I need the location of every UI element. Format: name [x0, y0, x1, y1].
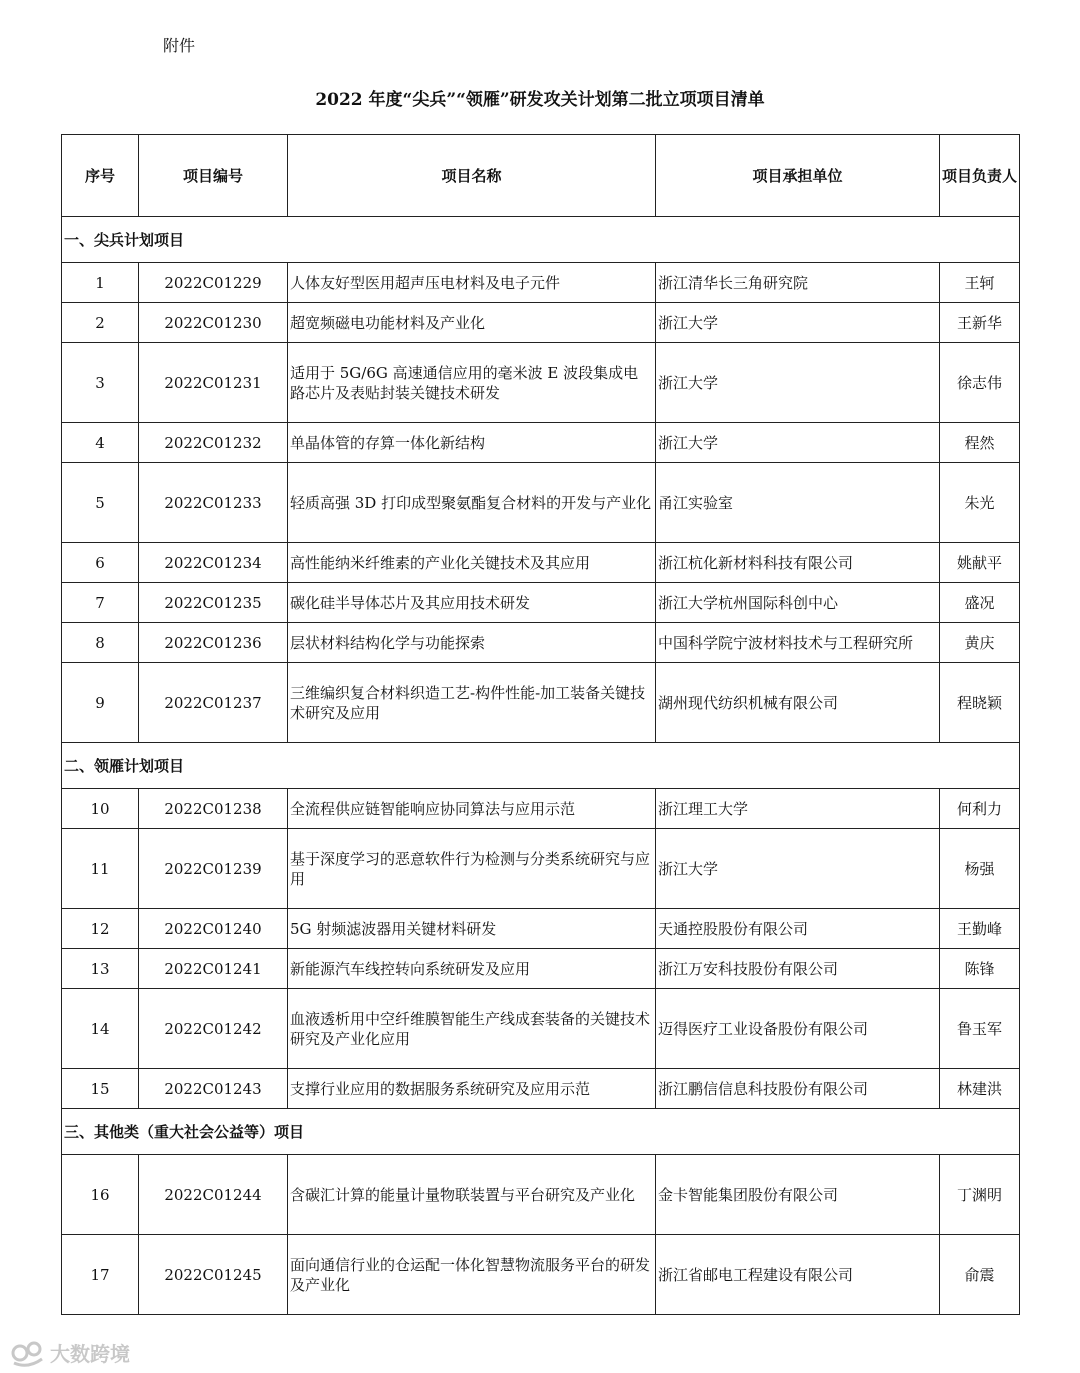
cell-code: 2022C01241: [139, 949, 288, 989]
section-title: 三、其他类（重大社会公益等）项目: [62, 1109, 1020, 1155]
watermark-text: 大数跨境: [50, 1342, 130, 1366]
watermark-logo-icon: [10, 1339, 46, 1367]
cell-code: 2022C01236: [139, 623, 288, 663]
table-row: [62, 909, 1020, 949]
section-row: [62, 743, 1020, 789]
watermark: [10, 1338, 130, 1367]
cell-person: 黄庆: [940, 623, 1020, 663]
section-title: 一、尖兵计划项目: [62, 217, 1020, 263]
table-row: [62, 583, 1020, 623]
cell-no: 14: [62, 989, 139, 1069]
table-row: [62, 1069, 1020, 1109]
cell-person: 俞震: [940, 1235, 1020, 1315]
cell-code: 2022C01243: [139, 1069, 288, 1109]
cell-person: 丁渊明: [940, 1155, 1020, 1235]
cell-person: 程晓颖: [940, 663, 1020, 743]
cell-no: 16: [62, 1155, 139, 1235]
cell-code: 2022C01231: [139, 343, 288, 423]
cell-person: 杨强: [940, 829, 1020, 909]
cell-no: 1: [62, 263, 139, 303]
cell-no: 2: [62, 303, 139, 343]
cell-no: 8: [62, 623, 139, 663]
table-row: [62, 829, 1020, 909]
cell-unit: 金卡智能集团股份有限公司: [656, 1155, 940, 1235]
cell-name: 单晶体管的存算一体化新结构: [288, 423, 656, 463]
project-list-table: [61, 134, 1020, 1315]
table-row: [62, 623, 1020, 663]
cell-no: 11: [62, 829, 139, 909]
cell-person: 徐志伟: [940, 343, 1020, 423]
cell-person: 朱光: [940, 463, 1020, 543]
section-title: 二、领雁计划项目: [62, 743, 1020, 789]
header-no: 序号: [62, 135, 139, 217]
cell-unit: 浙江大学: [656, 343, 940, 423]
cell-name: 人体友好型医用超声压电材料及电子元件: [288, 263, 656, 303]
cell-code: 2022C01232: [139, 423, 288, 463]
cell-person: 程然: [940, 423, 1020, 463]
cell-no: 5: [62, 463, 139, 543]
cell-person: 姚献平: [940, 543, 1020, 583]
cell-person: 王勤峰: [940, 909, 1020, 949]
cell-no: 9: [62, 663, 139, 743]
cell-name: 高性能纳米纤维素的产业化关键技术及其应用: [288, 543, 656, 583]
cell-no: 4: [62, 423, 139, 463]
cell-code: 2022C01237: [139, 663, 288, 743]
cell-no: 10: [62, 789, 139, 829]
cell-unit: 迈得医疗工业设备股份有限公司: [656, 989, 940, 1069]
cell-code: 2022C01238: [139, 789, 288, 829]
cell-person: 林建洪: [940, 1069, 1020, 1109]
cell-no: 3: [62, 343, 139, 423]
cell-person: 鲁玉军: [940, 989, 1020, 1069]
cell-unit: 中国科学院宁波材料技术与工程研究所: [656, 623, 940, 663]
cell-person: 陈锋: [940, 949, 1020, 989]
cell-name: 新能源汽车线控转向系统研发及应用: [288, 949, 656, 989]
cell-code: 2022C01233: [139, 463, 288, 543]
cell-unit: 浙江省邮电工程建设有限公司: [656, 1235, 940, 1315]
cell-unit: 浙江理工大学: [656, 789, 940, 829]
cell-no: 12: [62, 909, 139, 949]
cell-name: 含碳汇计算的能量计量物联装置与平台研究及产业化: [288, 1155, 656, 1235]
cell-unit: 天通控股股份有限公司: [656, 909, 940, 949]
cell-no: 15: [62, 1069, 139, 1109]
header-unit: 项目承担单位: [656, 135, 940, 217]
cell-code: 2022C01244: [139, 1155, 288, 1235]
cell-person: 王新华: [940, 303, 1020, 343]
cell-code: 2022C01245: [139, 1235, 288, 1315]
table-row: [62, 949, 1020, 989]
table-row: [62, 1235, 1020, 1315]
cell-name: 超宽频磁电功能材料及产业化: [288, 303, 656, 343]
table-row: [62, 303, 1020, 343]
table-row: [62, 543, 1020, 583]
cell-unit: 浙江大学: [656, 303, 940, 343]
cell-unit: 浙江大学: [656, 423, 940, 463]
cell-unit: 湖州现代纺织机械有限公司: [656, 663, 940, 743]
table-row: [62, 263, 1020, 303]
cell-name: 支撑行业应用的数据服务系统研究及应用示范: [288, 1069, 656, 1109]
section-row: [62, 1109, 1020, 1155]
cell-name: 层状材料结构化学与功能探索: [288, 623, 656, 663]
cell-unit: 浙江杭化新材料科技有限公司: [656, 543, 940, 583]
cell-person: 盛况: [940, 583, 1020, 623]
header-code: 项目编号: [139, 135, 288, 217]
cell-name: 基于深度学习的恶意软件行为检测与分类系统研究与应用: [288, 829, 656, 909]
cell-name: 轻质高强 3D 打印成型聚氨酯复合材料的开发与产业化: [288, 463, 656, 543]
cell-name: 5G 射频滤波器用关键材料研发: [288, 909, 656, 949]
cell-code: 2022C01230: [139, 303, 288, 343]
cell-no: 6: [62, 543, 139, 583]
cell-unit: 甬江实验室: [656, 463, 940, 543]
cell-person: 何利力: [940, 789, 1020, 829]
table-row: [62, 789, 1020, 829]
attachment-label: 附件: [163, 36, 196, 55]
cell-code: 2022C01234: [139, 543, 288, 583]
table-row: [62, 989, 1020, 1069]
cell-code: 2022C01235: [139, 583, 288, 623]
cell-code: 2022C01239: [139, 829, 288, 909]
table-header-row: [62, 135, 1020, 217]
header-name: 项目名称: [288, 135, 656, 217]
cell-unit: 浙江清华长三角研究院: [656, 263, 940, 303]
cell-name: 血液透析用中空纤维膜智能生产线成套装备的关键技术研究及产业化应用: [288, 989, 656, 1069]
header-person: 项目负责人: [940, 135, 1020, 217]
cell-code: 2022C01242: [139, 989, 288, 1069]
cell-no: 17: [62, 1235, 139, 1315]
cell-code: 2022C01240: [139, 909, 288, 949]
table-row: [62, 463, 1020, 543]
cell-name: 碳化硅半导体芯片及其应用技术研发: [288, 583, 656, 623]
cell-unit: 浙江大学: [656, 829, 940, 909]
cell-unit: 浙江鹏信信息科技股份有限公司: [656, 1069, 940, 1109]
cell-code: 2022C01229: [139, 263, 288, 303]
document-title: 2022 年度“尖兵”“领雁”研发攻关计划第二批立项项目清单: [315, 90, 765, 110]
cell-name: 适用于 5G/6G 高速通信应用的毫米波 E 波段集成电路芯片及表贴封装关键技术研发: [288, 343, 656, 423]
cell-name: 全流程供应链智能响应协同算法与应用示范: [288, 789, 656, 829]
table-row: [62, 1155, 1020, 1235]
section-row: [62, 217, 1020, 263]
cell-unit: 浙江万安科技股份有限公司: [656, 949, 940, 989]
table-row: [62, 663, 1020, 743]
cell-name: 三维编织复合材料织造工艺-构件性能-加工装备关键技术研究及应用: [288, 663, 656, 743]
table-row: [62, 343, 1020, 423]
cell-name: 面向通信行业的仓运配一体化智慧物流服务平台的研发及产业化: [288, 1235, 656, 1315]
cell-unit: 浙江大学杭州国际科创中心: [656, 583, 940, 623]
cell-person: 王轲: [940, 263, 1020, 303]
cell-no: 13: [62, 949, 139, 989]
table-row: [62, 423, 1020, 463]
cell-no: 7: [62, 583, 139, 623]
